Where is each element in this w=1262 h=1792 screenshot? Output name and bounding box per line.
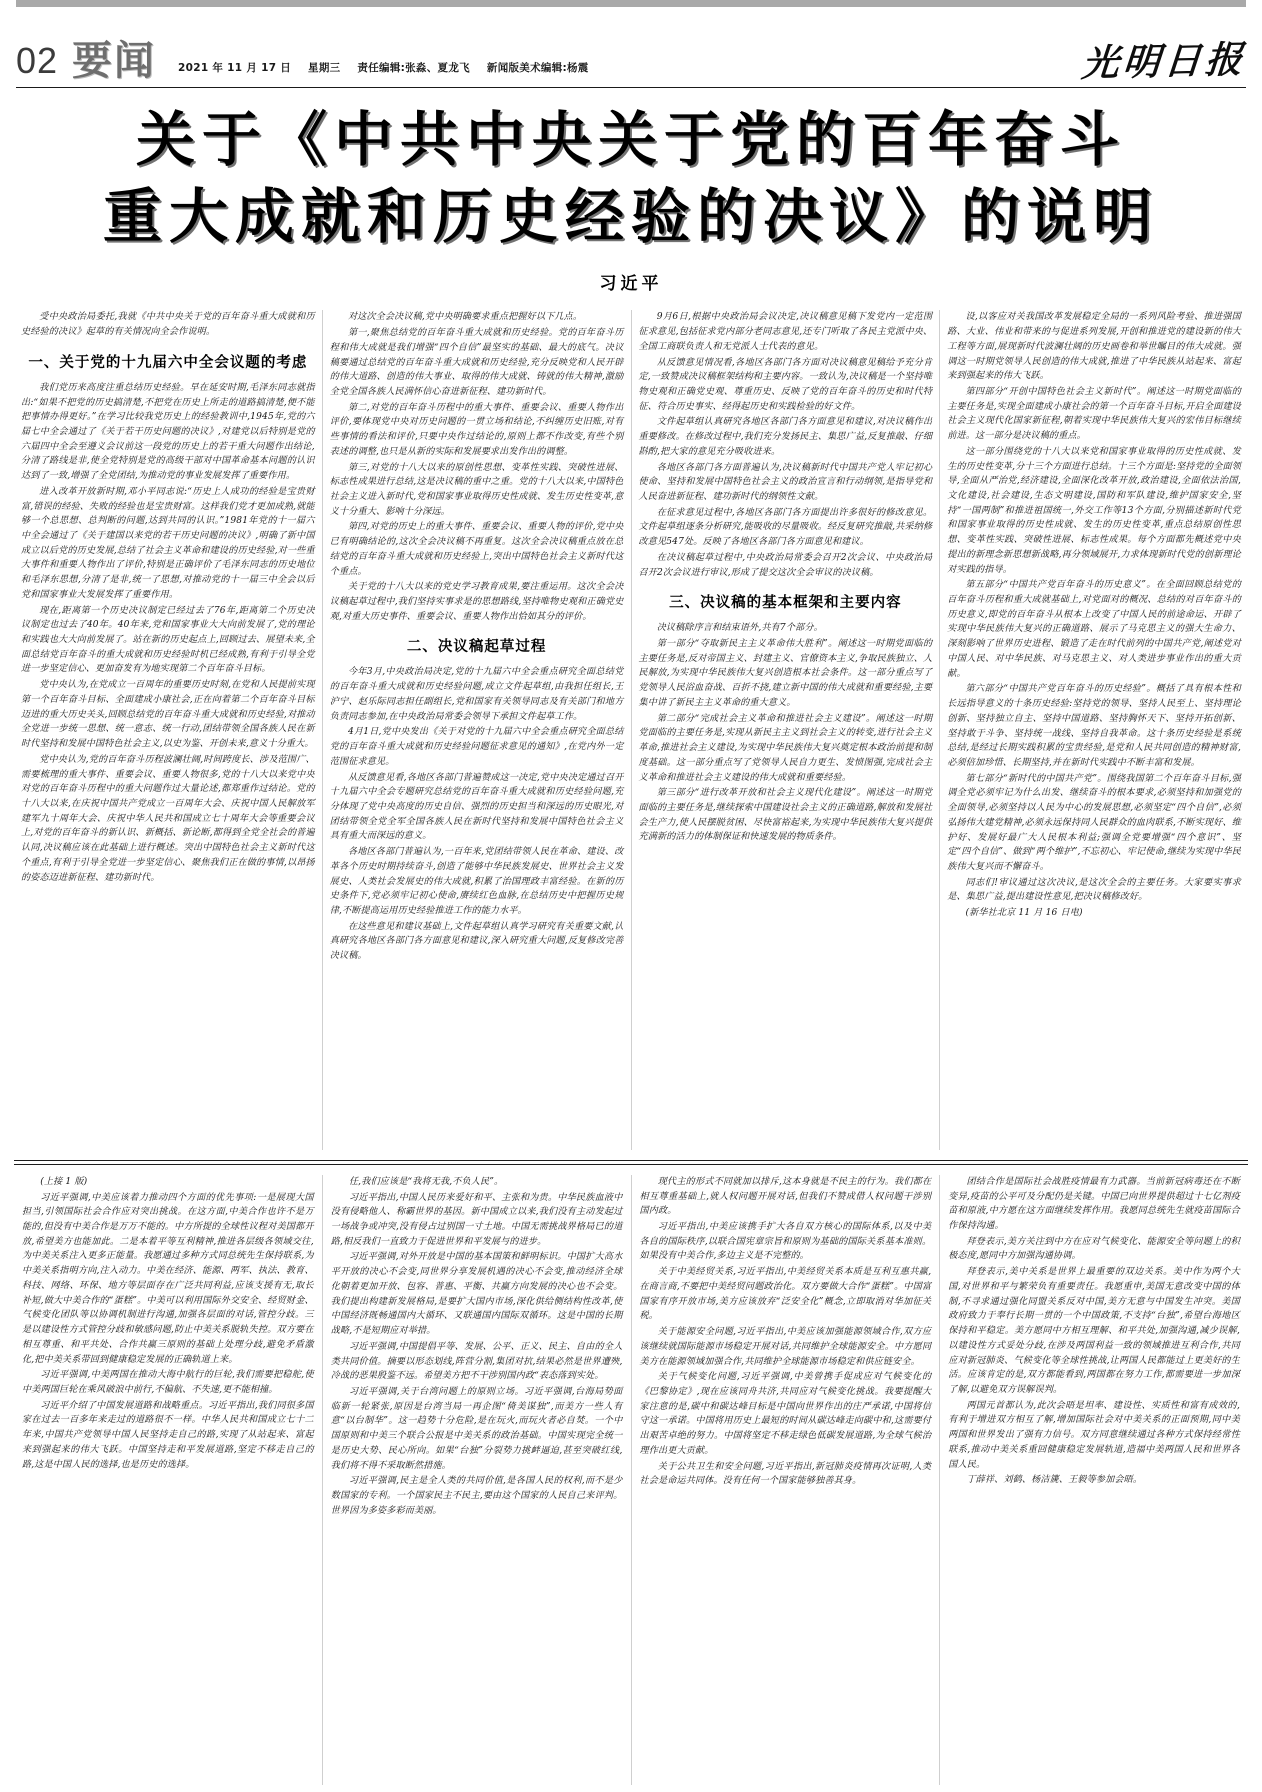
body-paragraph: 党中央认为,党的百年奋斗历程波澜壮阔,时间跨度长、涉及范围广、需要梳理的重大事件、重要会议、重要人物很多,党的十八大以来党中央对党的百年奋斗历程中的重大问题作过大量论述,都郑重作过结论。党的十八大以来,在庆祝中国共产党成立一百周年大会、庆祝中国人民解放军建军九十周年大会、庆祝中华人民共和国成立七十周年大会等重要会议上,对党的百年奋斗的新认识、新概括、新论断,都得到全党全社会的普遍认同,决议稿应该在此基础上进行概述。突出中国特色社会主义新时代这个重点,有利于引导全党进一步坚定信心、聚焦我们正在做的事情,以昂扬的姿态迈进新征程、建功新时代。 (21, 754, 315, 883)
masthead-metadata (178, 60, 602, 82)
body-paragraph: 第六部分“中国共产党百年奋斗的历史经验”。概括了具有根本性和长远指导意义的十条历史经验:坚持党的领导、坚持人民至上、坚持理论创新、坚持独立自主、坚持中国道路、坚持胸怀天下、坚持开拓创新、坚持敢于斗争、坚持统一战线、坚持自我革命。这十条历史经验是系统总结,是经过长期实践积累的宝贵经验,是党和人民共同创造的精神财富,必须倍加珍惜、长期坚持,并在新时代实践中不断丰富和发展。 (947, 684, 1241, 768)
body-paragraph: 关于党的十八大以来的党史学习教育成果,要注重运用。这次全会决议稿起草过程中,我们坚持实事求是的思想路线,坚持唯物史观和正确党史观,对重大历史事件、重要会议、重要人物作出恰如其分的评价。 (329, 582, 624, 622)
body-paragraph: 团结合作是国际社会战胜疫情最有力武器。当前新冠病毒还在不断变异,疫苗的公平可及分配仍是关键。中国已向世界提供超过十七亿剂疫苗和原液,中方愿在这方面继续发挥作用。我愿同总统先生就疫苗国际合作保持沟通。 (948, 1176, 1240, 1232)
body-paragraph: 现在,距离第一个历史决议制定已经过去了76年,距离第二个历史决议制定也过去了40年。40年来,党和国家事业大大向前发展了,党的理论和实践也大大向前发展了。站在新的历史起点上,回顾过去、展望未来,全面总结党百年奋斗的重大成就和历史经验时机已经成熟,有利于引导全党进一步坚定信心、更加奋发有为地实现第二个百年奋斗目标。 (21, 605, 315, 675)
body-paragraph: 习近平强调,民主是全人类的共同价值,是各国人民的权利,而不是少数国家的专利。一个国家民主不民主,要由这个国家的人民自己来评判。世界因为多姿多彩而美丽。 (330, 1476, 623, 1516)
weekday: 星期三 (308, 62, 341, 74)
headline-line-2: 重大成就和历史经验的决议》的说明 (102, 181, 1159, 251)
body-paragraph: 第四部分“开创中国特色社会主义新时代”。阐述这一时期党面临的主要任务是,实现全面建成小康社会的第一个百年奋斗目标,开启全面建设社会主义现代化国家新征程,朝着实现中华民族伟大复兴的宏伟目标继续前进。这一部分是决议稿的重点。 (947, 386, 1241, 442)
body-paragraph: 习近平指出,中美应该携手扩大各自双方核心的国际体系,以及中美各自的国际秩序,以联合国宪章宗旨和原则为基础的国际关系基本准则。如果没有中美合作,多边主义是不完整的。 (639, 1222, 932, 1262)
body-paragraph: 从反馈意见情况看,各地区各部门各方面对决议稿意见稿给予充分肯定,一致赞成决议稿框架结构和主要内容。一致认为,决议稿是一个坚持唯物史观和正确党史观、尊重历史、反映了党的百年奋斗的历史和时代特征、符合历史事实、经得起历史和实践检验的好文件。 (638, 357, 933, 412)
body-paragraph: 拜登表示,美方关注到中方在应对气候变化、能源安全等问题上的积极态度,愿同中方加强沟通协调。 (948, 1236, 1240, 1262)
body-paragraph: 我们党历来高度注重总结历史经验。早在延安时期,毛泽东同志就指出:“如果不把党的历史搞清楚,不把党在历史上所走的道路搞清楚,便不能把事情办得更好。”在学习比较我党历史上的经验教训中,1945年,党的六届七中全会通过了《关于若干历史问题的决议》,对建党以后特别是党的六届四中全会至遵义会议前这一段党的历史上的若干重大问题作出结论,分清了路线是非,使全党特别是党的高级干部对中国革命基本问题的认识达到了一致,增强了全党团结,为推动党的事业发展发挥了重要作用。 (21, 382, 315, 482)
body-paragraph: 各地区各部门普遍认为,一百年来,党团结带领人民在革命、建设、改革各个历史时期持续奋斗,创造了能够中华民族发展史、世界社会主义发展史、人类社会发展史的伟大成就,积累了治国理政丰富经验。在新的历史条件下,党必须牢记初心使命,赓续红色血脉,在总结历史中把握历史规律,不断提高运用历史经验推进工作的能力水平。 (329, 847, 624, 916)
body-paragraph: 习近平强调,中美两国在推动大海中航行的巨轮,我们需要把稳舵,使中美两国巨轮在乘风破浪中前行,不偏航、不失速,更不能相撞。 (22, 1370, 314, 1395)
section-heading: 二、决议稿起草过程 (406, 639, 547, 656)
body-paragraph: 在这些意见和建议基础上,文件起草组认真学习研究有关重要文献,认真研究各地区各部门各方面意见和建议,深入研究重大问题,反复修改完善决议稿。 (329, 921, 624, 962)
body-paragraph: 进入改革开放新时期,邓小平同志说:“历史上人成功的经验是宝贵财富,错误的经验、失败的经验也是宝贵财富。这样我们党才更加成熟,就能够一个总思想、总判断的问题,达到共同的认识。”1981年党的十一届六中全会通过了《关于建国以来党的若干历史问题的决议》,明确了新中国成立以后党的历史发展,总结了社会主义革命和建设的历史经验,对一些重大事件和重要人物作出了评价,特别是正确评价了毛泽东同志的历史地位和毛泽东思想,分清了是非,统一了思想,对推动党的十一届三中全会以后党和国家事业大发展发挥了重要作用。 (21, 486, 315, 600)
body-paragraph: 4月1日,党中央发出《关于对党的十九届六中全会重点研究全面总结党的百年奋斗重大成就和历史经验问题征求意见的通知》,在党内外一定范围征求意见。 (329, 727, 624, 767)
body-paragraph: 第五部分“中国共产党百年奋斗的历史意义”。在全面回顾总结党的百年奋斗历程和重大成就基础上,对党面对的概况、总结的对百年奋斗的历史意义,即党的百年奋斗从根本上改变了中国人民的前途命运、开辟了实现中华民族伟大复兴的正确道路、展示了马克思主义的强大生命力、深刻影响了世界历史进程、锻造了走在时代前列的中国共产党,阐述党对中国人民、对中华民族、对马克思主义、对人类进步事业作出的重大贡献。 (947, 580, 1241, 679)
body-paragraph: 第二,对党的百年奋斗历程中的重大事件、重要会议、重要人物作出评价,要体现党中央对历史问题的一贯立场和结论,不纠缠历史旧账,对有些事情的看法和评价,只要中央作过结论的,原则上都不作改变,有些个别表述的调整,也只是从新的实际和发展要求出发作出的调整。 (329, 402, 624, 457)
masthead-top-rule (16, 0, 1246, 7)
body-paragraph: 习近平介绍了中国发展道路和战略重点。习近平指出,我们同很多国家在过去一百多年来走过的道路很不一样。中华人民共和国成立七十二年来,中国共产党领导中国人民坚持走自己的路,实现了从站起来、富起来到强起来的伟大飞跃。中国坚持走和平发展道路,坚定不移走自己的路,这是中国人民的选择,也是历史的选择。 (22, 1400, 314, 1470)
text-column-2 (322, 310, 631, 1150)
article-headline-block (18, 102, 1244, 294)
art-editor: 新闻版美术编辑:杨震 (486, 62, 589, 74)
page-masthead (16, 0, 1246, 88)
body-paragraph: 受中央政治局委托,我就《中共中央关于党的百年奋斗重大成就和历史经验的决议》起草的有关情况向全会作说明。 (21, 312, 315, 338)
body-paragraph: 习近平强调,中美应该着力推动四个方面的优先事项:一是展现大国担当,引领国际社会合作应对突出挑战。在这方面,中美合作也许不是万能的,但没有中美合作是万万不能的。中方所提的全球性议程对美国都开放,希望美方也能加此。二是本着平等互利精神,推进各层级各领域交往,为中美关系注入更多正能量。我愿通过多种方式同总统先生保持联系,为中美关系指明方向,注入动力。中美在经济、能源、两军、执法、教育、科技、网络、环保、地方等层面存在广泛共同利益,应该支援有无,取长补短,做大中美合作的“蛋糕”。中美可以利用国际外交安全、经贸财金、气候变化团队等以协调机制进行沟通,加强各层面的对话,管控分歧。三是以建设性方式管控分歧和敏感问题,防止中美关系脱轨失控。双方要在相互尊重、和平共处、合作共赢三原则的基础上处理分歧,避免矛盾激化,把中美关系带回到健康稳定发展的正确轨道上来。 (22, 1192, 314, 1365)
body-paragraph: 关于气候变化问题,习近平强调,中美曾携手促成应对气候变化的《巴黎协定》,现在应该同舟共济,共同应对气候变化挑战。我要提醒大家注意的是,碳中和碳达峰目标是中国向世界作出的庄严承诺,中国将信守这一承诺。中国将用历史上最短的时间从碳达峰走向碳中和,这需要付出艰苦卓绝的努力。中国将坚定不移走绿色低碳发展道路,为全球气候治理作出更大贡献。 (639, 1372, 932, 1456)
text-column-1 (14, 310, 322, 1150)
body-paragraph: 9月6日,根据中央政治局会议决定,决议稿意见稿下发党内一定范围征求意见,包括征求党内部分老同志意见,还专门听取了各民主党派中央、全国工商联负责人和无党派人士代表的意见。 (638, 312, 933, 352)
body-paragraph: 拜登表示,美中关系是世界上最重要的双边关系。美中作为两个大国,对世界和平与繁荣负有重要责任。我愿重申,美国无意改变中国的体制,不寻求通过强化同盟关系反对中国,美方无意与中国发生冲突。美国政府致力于奉行长期一贯的一个中国政策,不支持“台独”,希望台海地区保持和平稳定。美方愿同中方相互理解、和平共处,加强沟通,减少误解,以建设性方式妥处分歧,在涉及两国利益一致的领域推进互利合作,共同应对新冠肺炎、气候变化等全球性挑战,让两国人民都能过上更美好的生活。应该肯定的是,双方都能看到,两国都在努力工作,都需要进一步加深了解,以避免双方误解误判。 (948, 1267, 1240, 1395)
brand-mark (1080, 36, 1248, 86)
body-paragraph: 第二部分“完成社会主义革命和推进社会主义建设”。阐述这一时期党面临的主要任务是,实现从新民主主义到社会主义的转变,进行社会主义革命,推进社会主义建设,为实现中华民族伟大复兴奠定根本政治前提和制度基础。这一部分重点写了党领导人民自力更生、发愤图强,完成社会主义革命和推进社会主义建设的伟大成就和重要经验。 (638, 713, 933, 783)
body-paragraph: 现代主的形式不同就加以排斥,这本身就是不民主的行为。我们都在相互尊重基础上,就人权问题开展对话,但我们不赞成借人权问题干涉别国内政。 (639, 1176, 932, 1217)
body-paragraph: 在征求意见过程中,各地区各部门各方面提出许多很好的修改意见。文件起草组逐条分析研究,能吸收的尽量吸收。经反复研究推敲,共采纳修改意见547处。反映了各地区各部门各方面意见和建议。 (638, 507, 933, 548)
body-paragraph: 在决议稿起草过程中,中央政治局常委会召开2次会议、中央政治局召开2次会议进行审议,形成了提交这次全会审议的决议稿。 (638, 552, 933, 578)
body-paragraph: 从反馈意见看,各地区各部门普遍赞成这一决定,党中央决定通过召开十九届六中全会专题研究总结党的百年奋斗重大成就和历史经验问题,充分体现了党中央高度的历史自信、强烈的历史担当和深远的历史眼光,对团结带领全党全军全国各族人民在新时代坚持和发展中国特色社会主义具有重大而深远的意义。 (329, 772, 624, 842)
body-paragraph: 丁薛祥、刘鹤、杨洁篪、王毅等参加会晤。 (966, 1475, 1143, 1486)
guangming-daily-logo: 光明日报 (1080, 36, 1248, 86)
body-paragraph: 习近平指出,中国人民历来爱好和平、主张和为贵。中华民族血液中没有侵略他人、称霸世界的基因。新中国成立以来,我们没有主动发起过一场战争或冲突,没有侵占过别国一寸土地。中国无需挑战界格局已的道路,相反我们一直致力于促进世界和平发展与的进步。 (330, 1192, 623, 1247)
body-paragraph: 第一部分“夺取新民主主义革命伟大胜利”。阐述这一时期党面临的主要任务是,反对帝国主义、封建主义、官僚资本主义,争取民族独立、人民解放,为实现中华民族伟大复兴创造根本社会条件。这一部分重点写了党领导人民浴血奋战、百折不挠,建立新中国的伟大成就和重要经验,主要集中讲了新民主主义革命的重大意义。 (638, 639, 933, 708)
body-paragraph: (新华社北京 11 月 16 日电) (965, 908, 1083, 919)
body-paragraph: 决议稿除序言和结束语外,共有7个部分。 (656, 623, 823, 634)
body-paragraph: 关于公共卫生和安全问题,习近平指出,新冠肺炎疫情再次证明,人类社会是命运共同体。没有任何一个国家能够独善其身。 (639, 1461, 932, 1487)
body-paragraph: 对这次全会决议稿,党中央明确要求重点把握好以下几点。 (347, 312, 583, 323)
continuation-body-columns (14, 1175, 1248, 1785)
section-heading: 三、决议稿的基本框架和主要内容 (669, 595, 902, 612)
section-heading: 一、关于党的十九届六中全会议题的考虑 (28, 354, 308, 371)
body-paragraph: 第一,聚焦总结党的百年奋斗重大成就和历史经验。党的百年奋斗历程和伟大成就是我们增强“四个自信”最坚实的基础、最大的底气。决议稿要通过总结党的百年奋斗重大成就和历史经验,充分反映党和人民开辟的伟大道路、创造的伟大事业、取得的伟大成就、铸就的伟大精神,激励全党全国各族人民满怀信心奋进新征程、建功新时代。 (329, 328, 624, 397)
page-number: 02 (16, 40, 59, 81)
body-paragraph: 文件起草组认真研究各地区各部门各方面意见和建议,对决议稿作出重要修改。在修改过程中,我们充分发扬民主、集思广益,反复推敲、仔细斟酌,把大家的意见充分吸收进来。 (638, 417, 933, 457)
body-paragraph: 这一部分围绕党的十八大以来党和国家事业取得的历史性成就、发生的历史性变革,分十三个方面进行总结。十三个方面是:坚持党的全面领导,全面从严治党,经济建设,全面深化改革开放,政治建设,全面依法治国,文化建设,社会建设,生态文明建设,国防和军队建设,维护国家安全,坚持“一国两制”和推进祖国统一,外交工作等13个方面,分别描述新时代党和国家事业取得的历史性成就、发生的历史性变革,重点总结原创性思想、变革性实践、突破性进展、标志性成果。每个方面都先概述党中央提出的新理念新思想新战略,再分领域展开,力求体现新时代党的创新理论对实践的指导。 (947, 446, 1241, 575)
continuation-column-1 (14, 1175, 322, 1785)
body-paragraph: 关于能源安全问题,习近平指出,中美应该加强能源领域合作,双方应该继续就国际能源市场稳定开展对话,共同维护全球能源安全。中方愿同美方在能源领域加强合作,共同维护全球能源市场稳定和供应链安全。 (639, 1327, 932, 1367)
body-paragraph: 第四,对党的历史上的重大事件、重要会议、重要人物的评价,党中央已有明确结论的,这次全会决议稿不再重复。这次全会决议稿重点放在总结党的百年奋斗重大成就和历史经验上,突出中国特色社会主义新时代这个重点。 (329, 522, 624, 577)
body-paragraph: 设,以客应对关我国改革发展稳定全局的一系列风险考验、推进强国路、大业、伟业和带来的与促进系列发展,开创和推进党的建设新的伟大工程等方面,展现新时代波澜壮阔的历史画卷和举世瞩目的伟大成就。强调这一时期党领导人民创造的伟大成就,推进了中华民族从站起来、富起来到强起来的伟大飞跃。 (947, 312, 1241, 382)
section-name: 要闻 (72, 37, 157, 84)
section-divider-rule-thin (14, 1164, 1248, 1165)
text-column-3 (631, 310, 940, 1150)
publication-date: 2021 年 11 月 17 日 (178, 62, 292, 74)
headline-line-1: 关于《中共中央关于党的百年奋斗 (135, 105, 1126, 174)
text-column-4 (939, 310, 1248, 1150)
section-divider-rule (14, 1160, 1248, 1161)
body-paragraph: 关于中美经贸关系,习近平指出,中美经贸关系本质是互利互惠共赢,在商言商,不要把中美经贸问题政治化。双方要做大合作“蛋糕”。中国富国家有序开放市场,美方应该放弃“泛安全化”概念,立即取消对华加征关税。 (639, 1267, 932, 1322)
continuation-column-2 (322, 1175, 631, 1785)
continuation-marker: (上接 1 版) (40, 1176, 88, 1187)
body-paragraph: 两国元首都认为,此次会晤是坦率、建设性、实质性和富有成效的,有利于增进双方相互了解,增加国际社会对中美关系的正面预期,同中美两国和世界发出了强有力信号。双方同意继续通过各种方式保持经常性联系,推动中美关系重回健康稳定发展轨道,造福中美两国人民和世界各国人民。 (948, 1400, 1240, 1470)
article-body-columns (14, 310, 1248, 1150)
body-paragraph: 第七部分“新时代的中国共产党”。围绕我国第二个百年奋斗目标,强调全党必须牢记为什么出发、继续奋斗的根本要求,必须坚持和加强党的全面领导,必须坚持以人民为中心的发展思想,必须坚定“四个自信”,必须弘扬伟大建党精神,必须永远保持同人民群众的血肉联系,不断实现好、维护好、发展好最广大人民根本利益;强调全党要增强“四个意识”、坚定“四个自信”、做到“两个维护”,不忘初心、牢记使命,继续为实现中华民族伟大复兴而不懈奋斗。 (947, 773, 1241, 872)
continuation-column-4 (939, 1175, 1248, 1785)
body-paragraph: 第三,对党的十八大以来的原创性思想、变革性实践、突破性进展、标志性成果进行总结,这是决议稿的重中之重。党的十八大以来,中国特色社会主义进入新时代,党和国家事业取得历史性成就、发生历史性变革,意义十分重大、影响十分深远。 (329, 462, 624, 517)
body-paragraph: 第三部分“进行改革开放和社会主义现代化建设”。阐述这一时期党面临的主要任务是,继续探索中国建设社会主义的正确道路,解放和发展社会生产力,使人民摆脱贫困、尽快富裕起来,为实现中华民族伟大复兴提供充满新的活力的体制保证和快速发展的物质条件。 (638, 788, 933, 843)
responsible-editor: 责任编辑:张淼、夏龙飞 (357, 62, 470, 74)
body-paragraph: 今年3月,中央政治局决定,党的十九届六中全会重点研究全面总结党的百年奋斗重大成就和历史经验问题,成立文件起草组,由我担任组长,王沪宁、赵乐际同志担任副组长,党和国家有关领导同志及有关部门和地方负责同志参加,在中央政治局常委会领导下承担文件起草工作。 (329, 667, 624, 722)
body-paragraph: 习近平强调,对外开放是中国的基本国策和鲜明标识。中国扩大高水平开放的决心不会变,同世界分享发展机遇的决心不会变,推动经济全球化朝着更加开放、包容、普惠、平衡、共赢方向发展的决心也不会变。我们提出构建新发展格局,是要扩大国内市场,深化供给侧结构性改革,使中国经济既畅通国内大循环、又联通国内国际双循环。这是中国的长期战略,不是短期应对举措。 (330, 1252, 623, 1337)
body-paragraph: 习近平强调,关于台湾问题上的原则立场。习近平强调,台海局势面临新一轮紧张,原因是台湾当局一再企图“倚美谋独”,而美方一些人有意“以台制华”。这一趋势十分危险,是在玩火,而玩火者必自焚。一个中国原则和中美三个联合公报是中美关系的政治基础。中国实现完全统一是历史大势、民心所向。如果“台独”分裂势力挑衅逼迫,甚至突破红线,我们将不得不采取断然措施。 (330, 1386, 623, 1471)
continuation-column-3 (631, 1175, 940, 1785)
body-paragraph: 任,我们应该是“我将无我,不负人民”。 (348, 1176, 504, 1187)
body-paragraph: 同志们!审议通过这次决议,是这次全会的主要任务。大家要实事求是、集思广益,提出建设性意见,把决议稿修改好。 (947, 877, 1241, 903)
article-byline: 习近平 (599, 274, 663, 295)
body-paragraph: 党中央认为,在党成立一百周年的重要历史时刻,在党和人民提前实现第一个百年奋斗目标、全面建成小康社会,正在向着第二个百年奋斗目标迈进的重大历史关头,回顾总结党的百年奋斗重大成就和历史经验,对推动全党进一步统一思想、统一意志、统一行动,团结带领全国各族人民在新时代坚持和发展中国特色社会主义,以史为鉴、开创未来,意义十分重大。 (21, 680, 315, 750)
masthead-bottom-rule (16, 87, 1246, 88)
body-paragraph: 各地区各部门各方面普遍认为,决议稿新时代中国共产党人牢记初心使命、坚持和发展中国特色社会主义的政治宣言和行动纲领,是指导党和人民奋进新征程、建功新时代的纲领性文献。 (638, 462, 933, 502)
body-paragraph: 习近平强调,中国提倡平等、发展、公平、正义、民主、自由的全人类共同价值。摘要以形态划线,阵营分割,集团对抗,结果必然是世界遭殃,冷战的恶果殷鉴不远。希望美方把不干涉别国内政“表态落到实处。 (330, 1341, 623, 1382)
